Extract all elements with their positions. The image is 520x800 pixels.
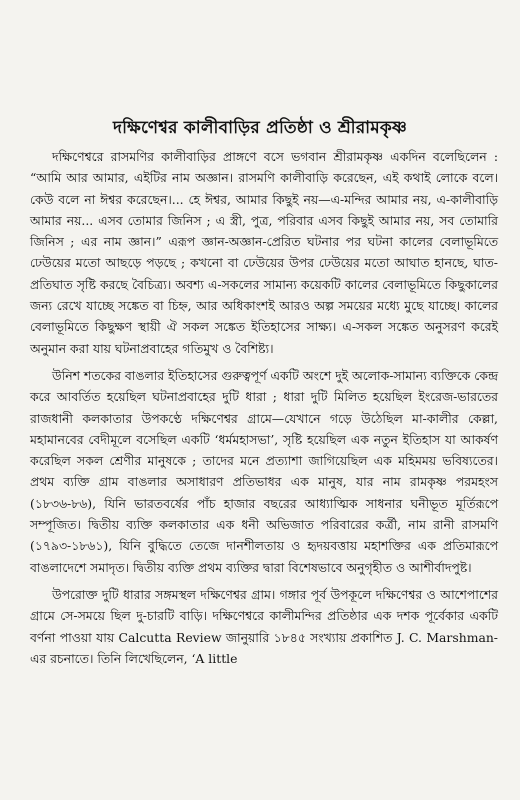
paragraph: উনিশ শতকের বাঙলার ইতিহাসের গুরুত্বপূর্ণ একটি অংশে দুই অলোক-সামান্য ব্যক্তিকে কেন্দ্র করে আবর্তিত হয়েছিল ঘটনাপ্রবাহের দুটি ধারা ; ধারা দুটি মিলিত হয়েছিল ইংরেজ-ভারতের রাজধানী কলকাতার উপকণ্ঠে দক্ষিণেশ্বর গ্রামে—যেখানে গড়ে উঠেছিল মা-কালীর কেল্লা, মহামানবের বেদীমূলে বসেছিল একটি ‘ধর্মমহাসভা’, সৃষ্টি হয়েছিল এক নতুন ইতিহাস যা আকর্ষণ করেছিল সকল শ্রেণীর মানুষকে ; তাদের মনে প্রত্যাশা জাগিয়েছিল এক মহিমময় ভবিষ্যতের। প্রথম ব্যক্তি গ্রাম বাঙলার অসাধারণ প্রতিভাধর এক মানুষ, যার নাম রামকৃষ্ণ পরমহংস (১৮৩৬-৮৬), যিনি ভারতবর্ষের পাঁচ হাজার বছরের আধ্যাত্মিক সাধনার ঘনীভূত মূর্তিরূপে সম্পূজিত। দ্বিতীয় ব্যক্তি কলকাতার এক ধনী অভিজাত পরিবারের কর্ত্রী, নাম রানী রাসমণি (১৭৯৩-১৮৬১), যিনি বুদ্ধিতে তেজে দানশীলতায় ও হৃদয়বত্তায় মহাশক্তির এক প্রতিমারূপে বাঙলাদেশে সমাদৃত। দ্বিতীয় ব্যক্তি প্রথম ব্যক্তির দ্বারা বিশেষভাবে অনুগৃহীত ও আশীর্বাদপুষ্ট।: [30, 367, 498, 575]
paragraph: উপরোক্ত দুটি ধারার সঙ্গমস্থল দক্ষিণেশ্বর গ্রাম। গঙ্গার পূর্ব উপকূলে দক্ষিণেশ্বর ও আশেপাশের গ্রামে সে-সময়ে ছিল দু-চারটি বাড়ি। দক্ষিণেশ্বরে কালীমন্দির প্রতিষ্ঠার এক দশক পূর্বেকার একটি বর্ণনা পাওয়া যায় Calcutta Review জানুয়ারি ১৮৪৫ সংখ্যায় প্রকাশিত J. C. Marshman-এর রচনাতে। তিনি লিখেছিলেন, ‘A little: [30, 586, 498, 666]
paragraph: দক্ষিণেশ্বরে রাসমণির কালীবাড়ির প্রাঙ্গণে বসে ভগবান শ্রীরামকৃষ্ণ একদিন বলেছিলেন : “আমি আর আমার, এইটির নাম অজ্ঞান। রাসমণি কালীবাড়ি করেছেন, এই কথাই লোকে বলে। কেউ বলে না ঈশ্বর করেছেন।... হে ঈশ্বর, আমার কিছুই নয়—এ-মন্দির আমার নয়, এ-কালীবাড়ি আমার নয়... এসব তোমার জিনিস ; এ স্ত্রী, পুত্র, পরিবার এসব কিছুই আমার নয়, সব তোমারি জিনিস ; এর নাম জ্ঞান।” এরূপ জ্ঞান-অজ্ঞান-প্রেরিত ঘটনার পর ঘটনা কালের বেলাভূমিতে ঢেউয়ের মতো আছড়ে পড়ছে ; কখনো বা ঢেউয়ের উপর ঢেউয়ের মতো আঘাত হানছে, ঘাত-প্রতিঘাত সৃষ্টি করছে বৈচিত্র্য। অবশ্য এ-সকলের সামান্য কয়েকটি কালের বেলাভূমিতে কিছুকালের জন্য রেখে যাচ্ছে সঙ্কেত বা চিহ্ন, আর অধিকাংশই আরও অল্প সময়ের মধ্যে মুছে যাচ্ছে। কালের বেলাভূমিতে কিছুক্ষণ স্থায়ী ঐ সকল সঙ্কেত ইতিহাসের সাক্ষ্য। এ-সকল সঙ্কেত অনুসরণ করেই অনুমান করা যায় ঘটনাপ্রবাহের গতিমুখ ও বৈশিষ্ট্য।: [30, 149, 498, 356]
chapter-title: দক্ষিণেশ্বর কালীবাড়ির প্রতিষ্ঠা ও শ্রীরামকৃষ্ণ: [113, 118, 407, 139]
chapter-body: [30, 146, 498, 669]
